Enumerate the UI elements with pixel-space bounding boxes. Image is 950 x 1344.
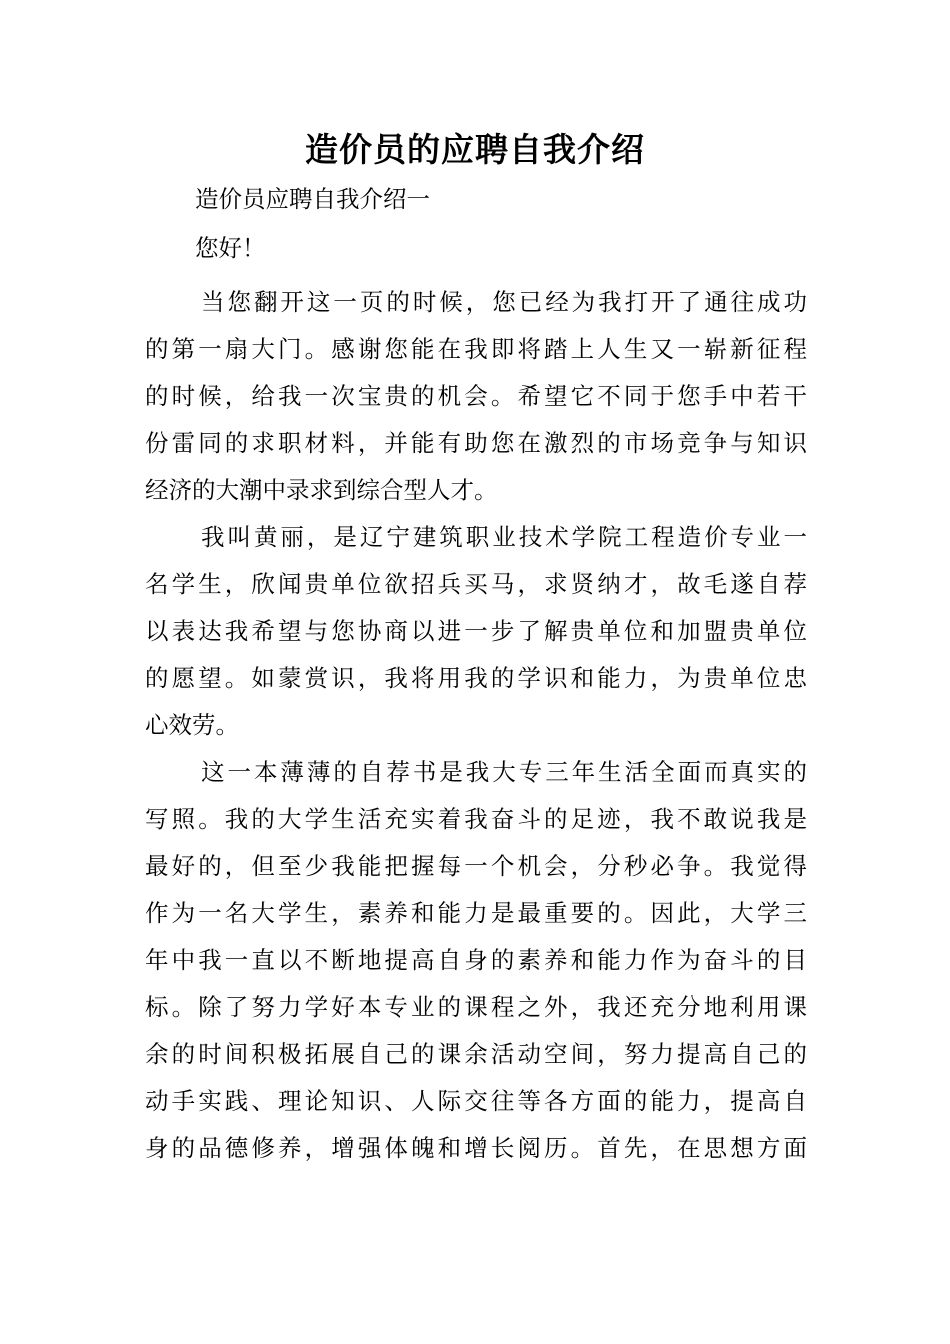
paragraph-line: 年中我一直以不断地提高自身的素养和能力作为奋斗的目 [145,946,807,974]
document-body [145,279,807,1172]
paragraph-line: 当您翻开这一页的时候，您已经为我打开了通往成功 [201,288,807,316]
paragraph-line: 作为一名大学生，素养和能力是最重要的。因此，大学三 [145,899,807,927]
paragraph-line: 以表达我希望与您协商以进一步了解贵单位和加盟贵单位 [145,617,807,645]
paragraph-line: 的时候，给我一次宝贵的机会。希望它不同于您手中若干 [145,382,807,410]
greeting-line: 您好！ [195,234,266,262]
paragraph-line: 写照。我的大学生活充实着我奋斗的足迹，我不敢说我是 [145,805,807,833]
paragraph-line: 的第一扇大门。感谢您能在我即将踏上人生又一崭新征程 [145,335,807,363]
paragraph-line: 心效劳。 [145,711,239,739]
document-title: 造价员的应聘自我介绍 [305,130,645,169]
paragraph-1 [145,279,807,514]
paragraph-line: 名学生，欣闻贵单位欲招兵买马，求贤纳才，故毛遂自荐 [145,570,807,598]
paragraph-line: 身的品德修养，增强体魄和增长阅历。首先，在思想方面 [145,1134,807,1162]
paragraph-line: 标。除了努力学好本专业的课程之外，我还充分地利用课 [145,993,807,1021]
paragraph-line: 的愿望。如蒙赏识，我将用我的学识和能力，为贵单位忠 [145,664,807,692]
paragraph-line: 最好的，但至少我能把握每一个机会，分秒必争。我觉得 [145,852,807,880]
paragraph-line: 动手实践、理论知识、人际交往等各方面的能力，提高自 [145,1087,807,1115]
paragraph-2 [145,514,807,749]
paragraph-line: 这一本薄薄的自荐书是我大专三年生活全面而真实的 [201,758,807,786]
document-subtitle: 造价员应聘自我介绍一 [195,185,430,213]
paragraph-line: 经济的大潮中录求到综合型人才。 [145,476,498,504]
paragraph-3 [145,749,807,1172]
paragraph-line: 我叫黄丽，是辽宁建筑职业技术学院工程造价专业一 [201,523,807,551]
paragraph-line: 份雷同的求职材料，并能有助您在激烈的市场竞争与知识 [145,429,807,457]
paragraph-line: 余的时间积极拓展自己的课余活动空间，努力提高自己的 [145,1040,807,1068]
